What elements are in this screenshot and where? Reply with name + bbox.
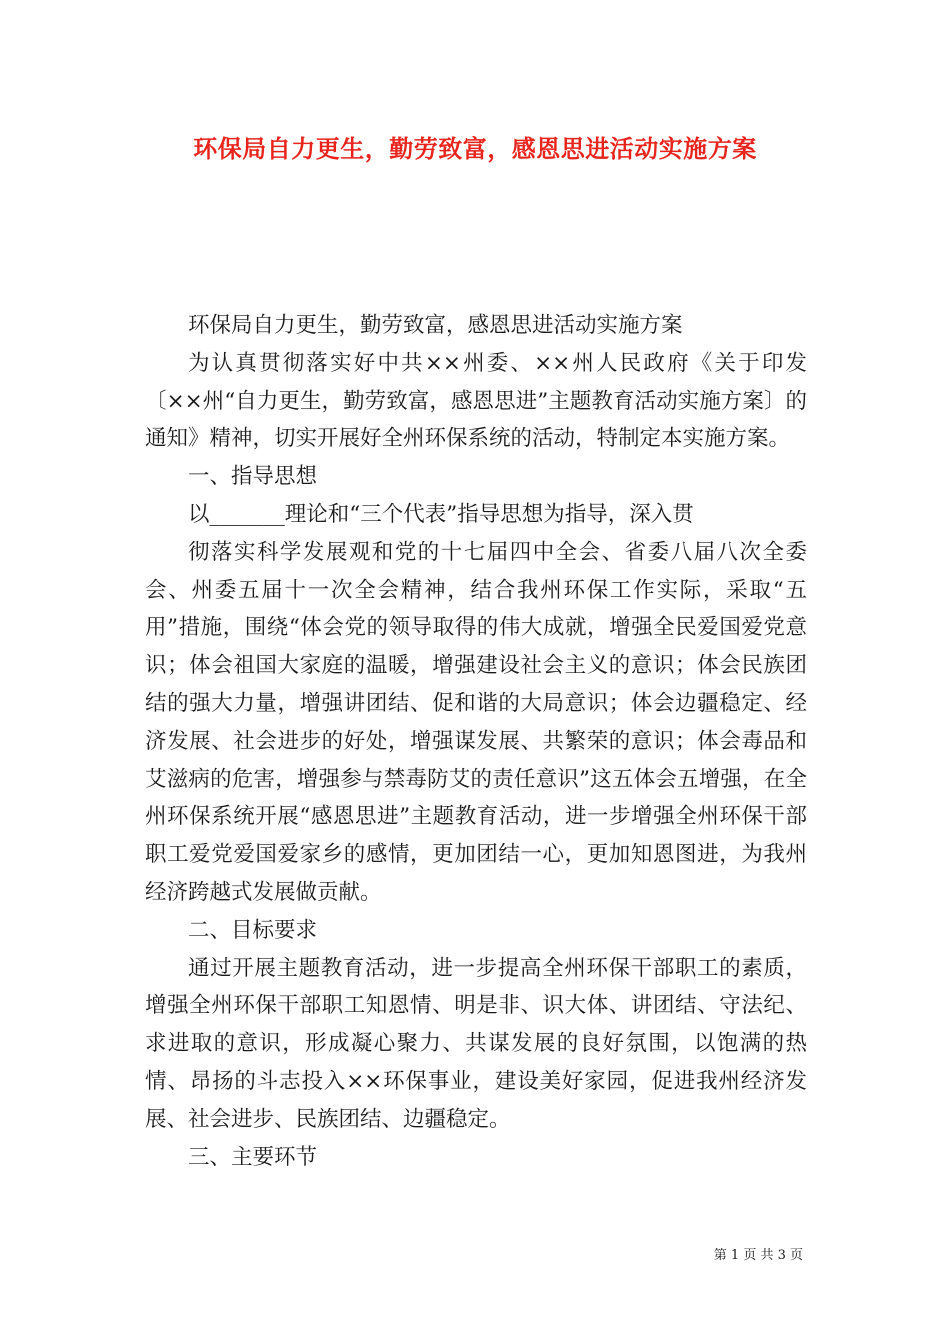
paragraph-heading-repeat: 环保局自力更生，勤劳致富，感恩思进活动实施方案 <box>188 313 683 338</box>
paragraph-guiding-ideology-lead: 以_______理论和“三个代表”指导思想为指导，深入贯 <box>188 501 694 527</box>
page-number: 第 1 页 共 3 页 <box>713 1248 803 1263</box>
document-title: 环保局自力更生，勤劳致富，感恩思进活动实施方案 <box>193 134 757 163</box>
paragraph-guiding-ideology-body: 彻落实科学发展观和党的十七届四中全会、省委八届八次全委会、州委五届十一次全会精神，结合我州环保工作实际，采取“五用”措施，围绕“体会党的领导取得的伟大成就，增强全民爱国爱党意识；体会祖国大家庭的温暖，增强建设社会主义的意识；体会民族团结的强大力量，增强讲团结、促和谐的大局意识；体会边疆稳定、经济发展、社会进步的好处，增强谋发展、共繁荣的意识；体会毒品和艾滋病的危害，增强参与禁毒防艾的责任意识”这五体会五增强，在全州环保系统开展“感恩思进”主题教育活动，进一步增强全州环保干部职工爱党爱国爱家乡的感情，更加团结一心，更加知恩图进，为我州经济跨越式发展做贡献。 <box>145 539 807 905</box>
section-heading-main-steps: 三、主要环节 <box>188 1144 318 1170</box>
section-heading-guiding-ideology: 一、指导思想 <box>188 464 318 490</box>
paragraph-goals-body: 通过开展主题教育活动，进一步提高全州环保干部职工的素质，增强全州环保干部职工知恩情、明是非、识大体、讲团结、守法纪、求进取的意识，形成凝心聚力、共谋发展的良好氛围，以饱满的热情、昂扬的斗志投入××环保事业，建设美好家园，促进我州经济发展、社会进步、民族团结、边疆稳定。 <box>145 955 807 1132</box>
section-heading-goals: 二、目标要求 <box>188 917 318 943</box>
paragraph-intro: 为认真贯彻落实好中共××州委、××州人民政府《关于印发〔××州“自力更生，勤劳致富，感恩思进”主题教育活动实施方案〕的通知》精神，切实开展好全州环保系统的活动，特制定本实施方案。 <box>145 350 807 452</box>
document-body <box>145 307 807 1176</box>
